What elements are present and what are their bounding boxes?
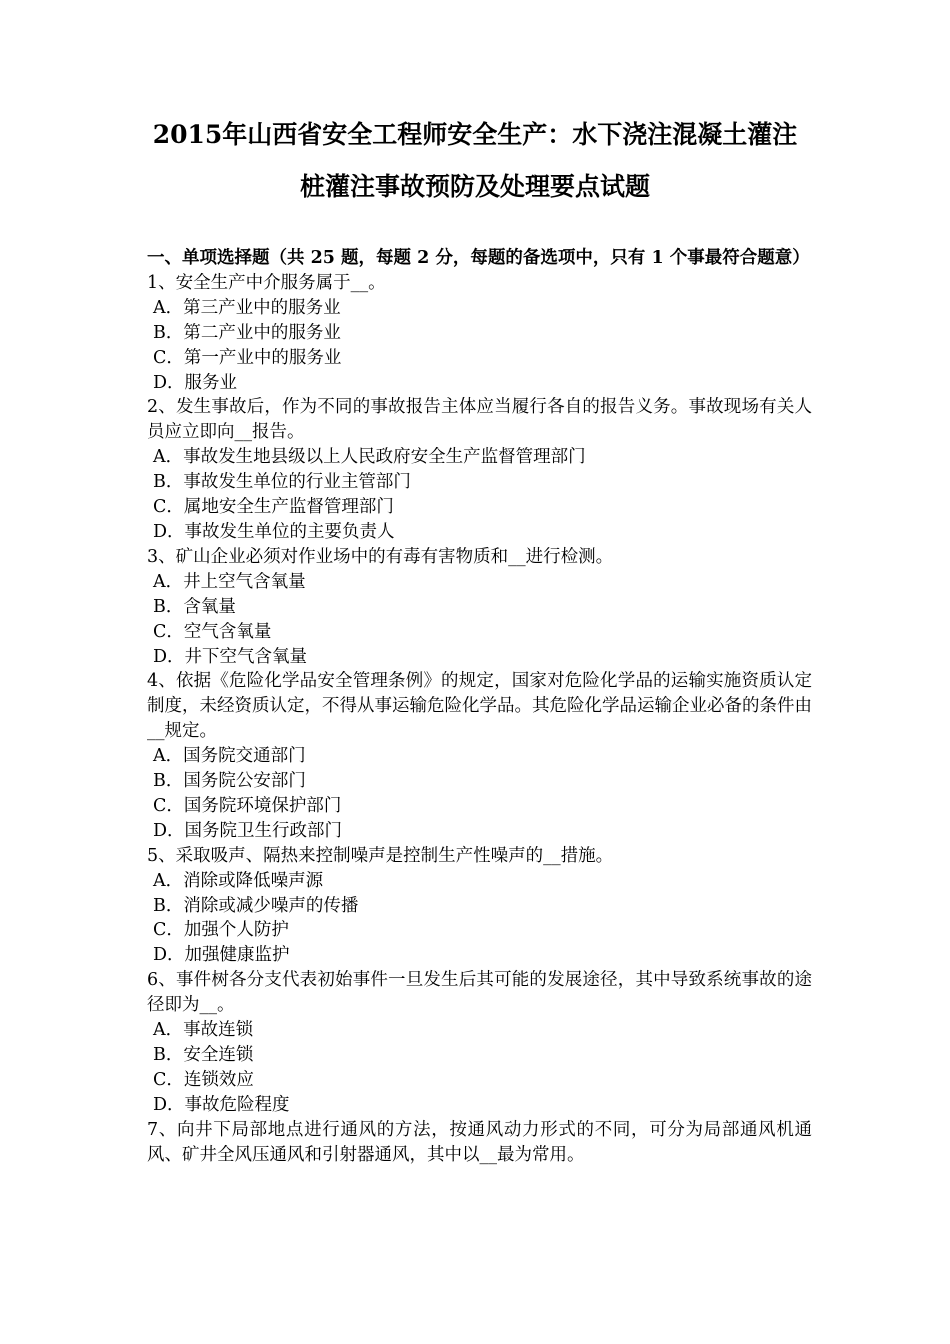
question-4-option-b: B．国务院公安部门 — [153, 771, 306, 792]
question-2-stem: 2、发生事故后，作为不同的事故报告主体应当履行各自的报告义务。事故现场有关人员应立即向__报告。 — [147, 397, 812, 443]
question-3-option-d: D．井下空气含氧量 — [153, 646, 308, 667]
question-5-stem: 5、采取吸声、隔热来控制噪声是控制生产性噪声的__措施。 — [147, 845, 614, 866]
question-1-option-d: D．服务业 — [153, 372, 238, 393]
question-3-option-b: B．含氧量 — [153, 596, 236, 617]
section-heading: 一、单项选择题（共 25 题，每题 2 分，每题的备选项中，只有 1 个事最符合题意） — [147, 248, 810, 268]
question-6-option-d: D．事故危险程度 — [153, 1094, 290, 1115]
question-5-option-d: D．加强健康监护 — [153, 945, 290, 966]
question-4-option-a: A．国务院交通部门 — [153, 746, 306, 767]
question-2-option-c: C．属地安全生产监督管理部门 — [153, 497, 394, 518]
question-1-stem: 1、安全生产中介服务属于__。 — [147, 272, 386, 293]
question-6-option-a: A．事故连锁 — [153, 1020, 254, 1041]
question-2-option-a: A．事故发生地县级以上人民政府安全生产监督管理部门 — [153, 447, 586, 468]
question-1-option-a: A．第三产业中的服务业 — [153, 297, 341, 318]
title-line-2: 桩灌注事故预防及处理要点试题 — [299, 172, 650, 201]
question-5-option-b: B．消除或减少噪声的传播 — [153, 895, 359, 916]
question-1-option-c: C．第一产业中的服务业 — [153, 347, 342, 368]
question-3-stem: 3、矿山企业必须对作业场中的有毒有害物质和__进行检测。 — [147, 546, 614, 567]
question-1-option-b: B．第二产业中的服务业 — [153, 322, 341, 343]
question-2-option-b: B．事故发生单位的行业主管部门 — [153, 472, 411, 493]
question-4-option-c: C．国务院环境保护部门 — [153, 795, 342, 816]
question-4-option-d: D．国务院卫生行政部门 — [153, 820, 343, 841]
document-body — [147, 246, 812, 1168]
question-6-option-b: B．安全连锁 — [153, 1045, 254, 1065]
question-3-option-a: A．井上空气含氧量 — [153, 571, 306, 592]
question-6-option-c: C．连锁效应 — [153, 1069, 254, 1090]
title-line-1: 2015年山西省安全工程师安全生产：水下浇注混凝土灌注 — [152, 120, 798, 149]
question-4-stem: 4、依据《危险化学品安全管理条例》的规定，国家对危险化学品的运输实施资质认定制度，未经资质认定，不得从事运输危险化学品。其危险化学品运输企业必备的条件由__规定。 — [147, 671, 812, 742]
question-5-option-c: C．加强个人防护 — [153, 920, 289, 941]
question-6-stem: 6、事件树各分支代表初始事件一旦发生后其可能的发展途径，其中导致系统事故的途径即为__。 — [147, 970, 812, 1016]
question-3-option-c: C．空气含氧量 — [153, 621, 272, 642]
question-2-option-d: D．事故发生单位的主要负责人 — [153, 521, 395, 542]
question-5-option-a: A．消除或降低噪声源 — [153, 870, 324, 891]
question-7-stem: 7、向井下局部地点进行通风的方法，按通风动力形式的不同，可分为局部通风机通风、矿井全风压通风和引射器通风，其中以__最为常用。 — [147, 1119, 812, 1165]
